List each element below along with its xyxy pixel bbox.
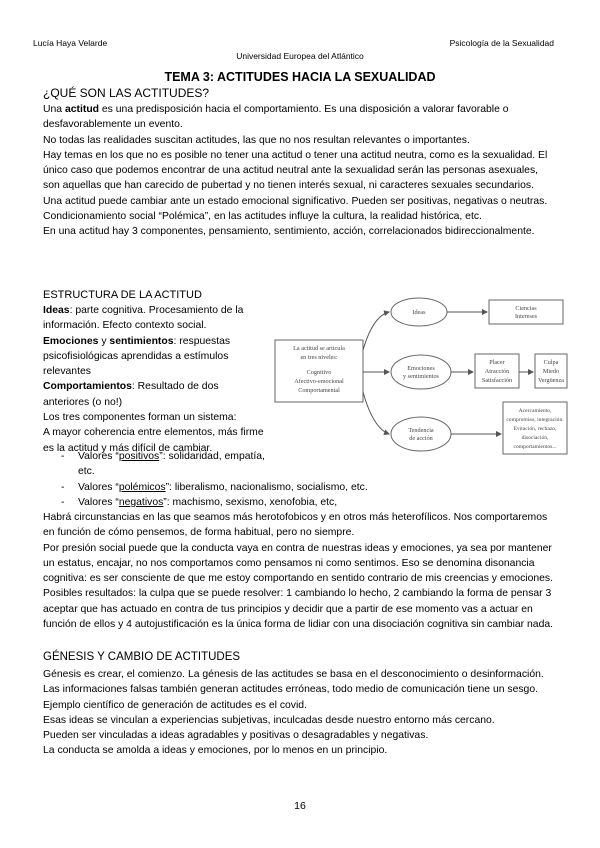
paragraph-ideas: Ideas: parte cognitiva. Procesamiento de la información. Efecto contexto social. — [43, 305, 244, 332]
diagram-ideas-label: Ideas — [412, 309, 426, 316]
section-estructura-column — [43, 303, 265, 456]
page-title: TEMA 3: ACTITUDES HACIA LA SEXUALIDAD — [164, 70, 436, 84]
paragraph-actitud-definicion: Una actitud es una predisposición hacia el comportamiento. Es una disposición a valorar favorable o desfavorablemente un evento. — [43, 104, 509, 131]
header-subject: Psicología de la Sexualidad — [449, 38, 554, 48]
paragraph-genesis: Génesis es crear, el comienzo. La génesis de las actitudes se basa en el desconocimiento o desinformación. Las informaciones falsas también generan actitudes erróneas, todo medio de comunicación tiene un sesgo. Ejemplo científico de generación de actitudes es el covid. — [43, 669, 544, 711]
paragraph-cambio-actitud: Una actitud puede cambiar ante un estado emocional significativo. Pueden ser positivas, negativas o neutras. — [43, 195, 548, 207]
paragraph-sistema: Los tres componentes forman un sistema: — [43, 412, 237, 424]
diagram-placer-line-1: Placer — [489, 359, 505, 366]
diagram-acercamiento-line-5: comportamientos... — [513, 444, 557, 450]
diagram-main-line-4: Afectivo-emocional — [294, 378, 344, 385]
paragraph-emociones: Emociones y sentimientos: respuestas psicofisiológicas aprendidas a estímulos relevantes — [43, 335, 231, 378]
diagram-intereses-line-2: Intereses — [515, 313, 537, 320]
paragraph-comportamientos: Comportamientos: Resultado de dos anteriores (o no!) — [43, 381, 219, 408]
diagram-tendencia-line-1: Tendencia — [408, 427, 434, 434]
list-item-positivos: - Valores “positivos”: solidaridad, empatía, etc. — [61, 449, 278, 480]
diagram-tendencia-line-2: de acción — [409, 435, 433, 442]
diagram-main-line-3: Cognitivo — [306, 369, 332, 376]
paragraph-condicionamiento: Condicionamiento social “Polémica”, en las actitudes influye la cultura, la realidad histórica, etc. — [43, 211, 482, 223]
diagram-main-line-2: en tres niveles: — [300, 354, 338, 361]
paragraph-conducta: La conducta se amolda a ideas y emociones, por lo menos en un principio. — [43, 745, 388, 757]
diagram-acercamiento-line-2: compromiso, integración. — [506, 417, 564, 423]
section-heading-que-son: ¿QUÉ SON LAS ACTITUDES? — [43, 86, 210, 100]
diagram-acercamiento-line-3: Evitación, rechazo, — [513, 426, 557, 432]
diagram-acercamiento-line-1: Acercamiento, — [518, 408, 552, 414]
diagram-main-line-1: La actitud se articula — [293, 345, 345, 352]
list-item-polemicos: - Valores “polémicos”: liberalismo, nacionalismo, socialismo, etc. — [61, 480, 441, 495]
arrow-to-tendencia — [363, 392, 389, 434]
paragraph-componentes: En una actitud hay 3 componentes, pensamiento, sentimiento, acción, correlacionados bidireccionalmente. — [43, 226, 535, 238]
section-heading-estructura: ESTRUCTURA DE LA ACTITUD — [43, 289, 202, 301]
paragraph-experiencias: Esas ideas se vinculan a experiencias subjetivas, inculcadas desde nuestro entorno más cercano. — [43, 714, 495, 726]
paragraph-realidades: No todas las realidades suscitan actitudes, las que no nos resultan relevantes o importantes. — [43, 134, 470, 146]
list-item-negativos: - Valores “negativos”: machismo, sexismo, xenofobia, etc, — [61, 495, 441, 510]
section-que-son-body — [43, 102, 553, 240]
diagram-culpa-line-2: Miedo — [542, 368, 560, 375]
paragraph-temas-sexualidad: Hay temas en los que no es posible no tener una actitud o tener una actitud neutra, como es la sexualidad. El único caso que podemos encontrar de una actitud neutral ante la sexualidad serán las personas asexuales, son aquellas que han carecido de pubertad y no tienen interés sexual, ni caracteres sexuales secundarios. — [43, 149, 548, 192]
arrow-to-ideas — [363, 312, 389, 350]
diagram-node-emociones — [391, 355, 451, 389]
diagram-emociones-line-2: y sentimientos — [403, 373, 439, 380]
diagram-placer-line-3: Satisfacción — [481, 377, 513, 384]
paragraph-disonancia: Por presión social puede que la conducta vaya en contra de nuestras ideas y emociones, ya sea por mantener un estatus, encajar, no nos comportamos como pensamos ni como sentimos. Eso se denomina disonancia cognitiva: es ser consciente de que me estoy comportando en sentido contrario de mis creencias y emociones. Posibles resultados: la culpa que se puede resolver: 1 cambiando lo hecho, 2 cambiando la forma de pensar 3 aceptar que has actuado en contra de tus principios y decidir que a partir de ese momento vas a actuar en función de ellos y 4 autojustificación es la única forma de lidiar con una disociación cognitiva sin cambiar nada. — [43, 542, 554, 631]
header-university: Universidad Europea del Atlántico — [236, 51, 364, 61]
diagram-node-tendencia — [391, 417, 451, 451]
paragraph-vinculadas: Pueden ser vinculadas a ideas agradables y positivas o desagradables y negativas. — [43, 730, 429, 742]
attitude-structure-diagram — [273, 288, 569, 468]
diagram-placer-line-2: Atracción — [484, 368, 510, 375]
paragraph-circunstancias: Habrá circunstancias en las que seamos más herotofobicos y en otros más heterofílicos. Nos comportaremos en función de cómo pensemos, de forma habitual, pero no siempre. — [43, 512, 548, 539]
diagram-intereses-line-1: Ciencias — [515, 305, 537, 312]
diagram-box-intereses — [489, 300, 563, 324]
page-number: 16 — [294, 800, 306, 812]
section-heading-genesis: GÉNESIS Y CAMBIO DE ACTITUDES — [43, 651, 241, 663]
header-author: Lucía Haya Velarde — [33, 38, 108, 48]
section-genesis-body — [43, 667, 548, 759]
diagram-main-line-5: Comportamental — [298, 387, 340, 394]
diagram-emociones-line-1: Emociones — [407, 365, 435, 372]
diagram-acercamiento-line-4: disociación, — [521, 435, 549, 441]
section-estructura-body — [43, 510, 555, 632]
diagram-culpa-line-3: Vergüenza — [538, 377, 564, 384]
diagram-culpa-line-1: Culpa — [543, 359, 559, 366]
paragraph-coherencia: A mayor coherencia entre elementos, más firme es la actitud y más difícil de cambiar. — [43, 427, 264, 454]
